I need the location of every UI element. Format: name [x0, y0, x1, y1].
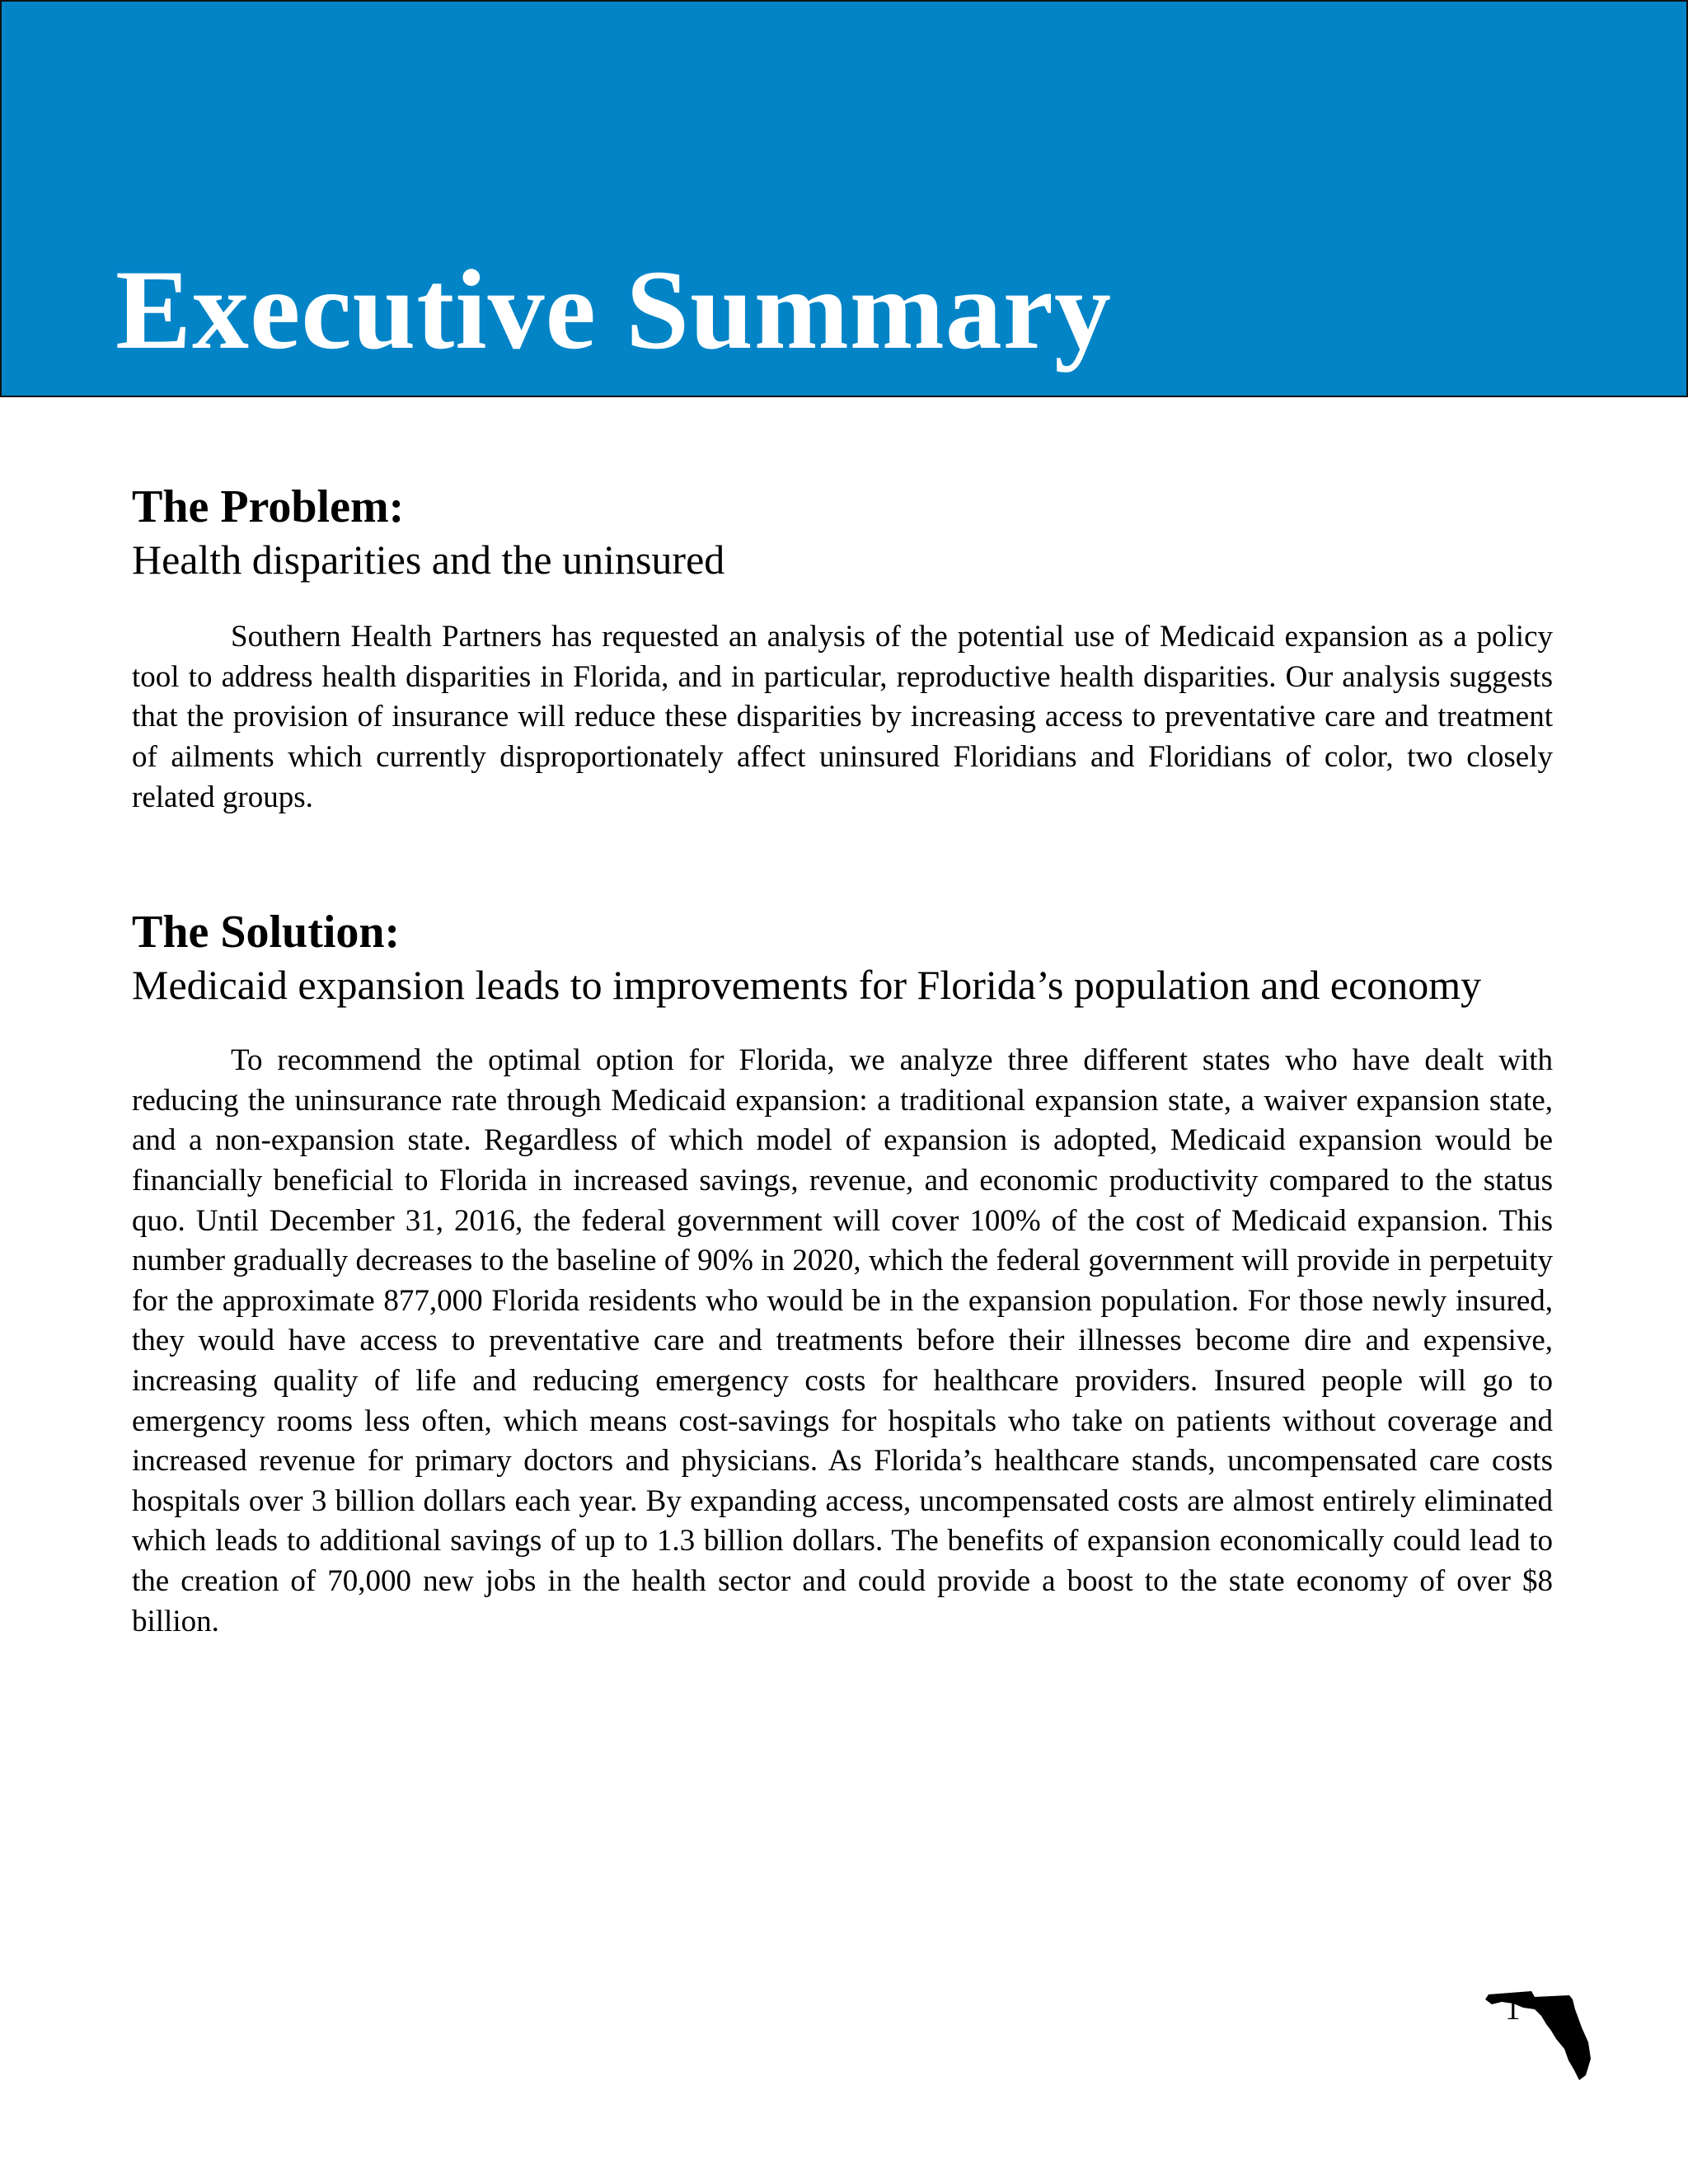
florida-state-silhouette-icon [1484, 1988, 1591, 2080]
solution-subheading: Medicaid expansion leads to improvements for Florida’s population and economy [132, 962, 1482, 1009]
problem-subheading: Health disparities and the uninsured [132, 537, 725, 583]
problem-body: Southern Health Partners has requested an analysis of the potential use of Medicaid expansion as a policy tool to address health disparities in Florida, and in particular, reproductive health disparities. Our analysis suggests that the provision of insurance will reduce these disparities by increasing access to preventative care and treatment of ailments which currently disproportionately affect uninsured Floridians and Floridians of color, two closely related groups. [132, 620, 1553, 814]
problem-section [132, 480, 1553, 818]
page-title: Executive Summary [115, 246, 1113, 373]
solution-heading: The Solution: [132, 907, 401, 958]
solution-body: To recommend the optimal option for Florida, we analyze three different states who have dealt with reducing the uninsurance rate through Medicaid expansion: a traditional expansion state, a waiver expansion state, and a non-expansion state. Regardless of which model of expansion is adopted, Medicaid expansion would be financially beneficial to Florida in increased savings, revenue, and economic productivity compared to the status quo. Until December 31, 2016, the federal government will cover 100% of the cost of Medicaid expansion. This number gradually decreases to the baseline of 90% in 2020, which the federal government will provide in perpetuity for the approximate 877,000 Florida residents who would be in the expansion population. For those newly insured, they would have access to preventative care and treatments before their illnesses become dire and expensive, increasing quality of life and reducing emergency costs for healthcare providers. Insured people will go to emergency rooms less often, which means cost-savings for hospitals who take on patients without coverage and increased revenue for primary doctors and physicians. As Florida’s healthcare stands, uncompensated care costs hospitals over 3 billion dollars each year. By expanding access, uncompensated costs are almost entirely eliminated which leads to additional savings of up to 1.3 billion dollars. The benefits of expansion economically could lead to the creation of 70,000 new jobs in the health sector and could provide a boost to the state economy of over $8 billion. [132, 1043, 1553, 1638]
page-number: 1 [1505, 1993, 1521, 2027]
solution-section [132, 905, 1553, 1642]
problem-heading: The Problem: [132, 481, 405, 532]
